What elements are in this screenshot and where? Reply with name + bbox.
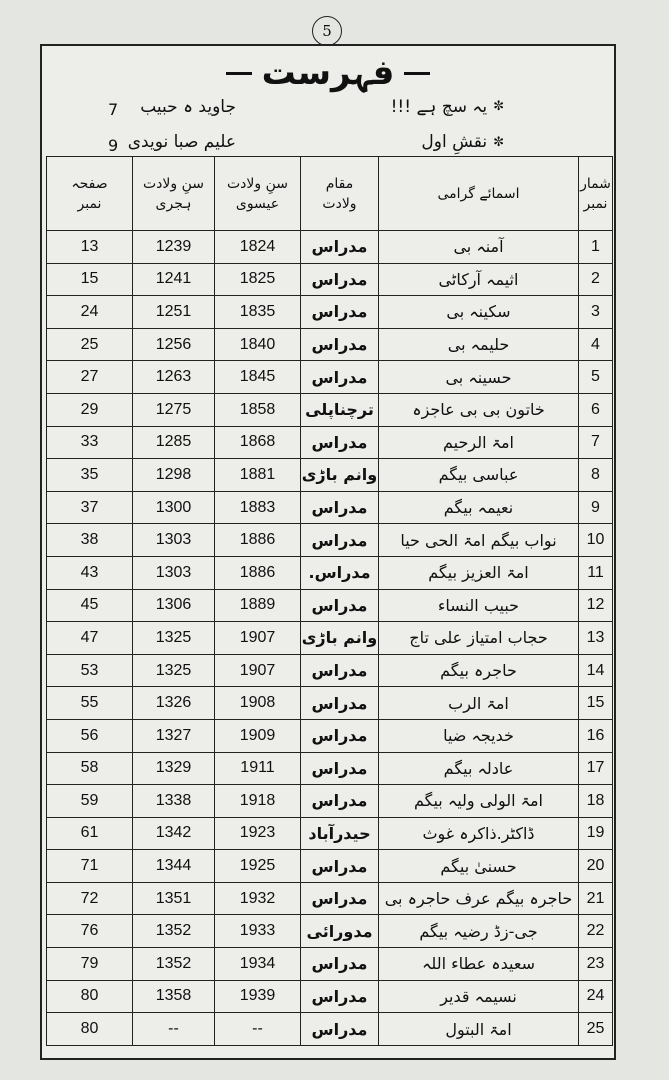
header-line: شمار (580, 175, 611, 192)
table-row (47, 719, 613, 752)
table-row (47, 491, 613, 524)
row-gregorian-year: 1907 (215, 654, 301, 687)
row-hijri-year: 1358 (133, 980, 215, 1013)
table-row (47, 361, 613, 394)
row-gregorian-year: 1918 (215, 785, 301, 818)
row-gregorian-year: 1845 (215, 361, 301, 394)
table-row (47, 328, 613, 361)
row-gregorian-year: 1858 (215, 393, 301, 426)
row-birthplace: مدراس (301, 850, 379, 883)
table-row (47, 1013, 613, 1046)
row-page-number: 29 (47, 393, 133, 426)
row-gregorian-year: 1883 (215, 491, 301, 524)
row-name: امۃ الولی ولیہ بیگم (379, 785, 579, 818)
row-page-number: 59 (47, 785, 133, 818)
intro-entry-author: علیم صبا نویدی (127, 132, 236, 152)
contents-title-text: فہرست (252, 53, 405, 93)
row-hijri-year: 1239 (133, 231, 215, 264)
row-birthplace: مدراس (301, 263, 379, 296)
row-name: جی-زڈ رضیہ بیگم (379, 915, 579, 948)
row-birthplace: وانم باڑی (301, 459, 379, 492)
row-gregorian-year: 1933 (215, 915, 301, 948)
table-row (47, 296, 613, 329)
row-name: امۃ العزیز بیگم (379, 556, 579, 589)
row-index: 8 (579, 459, 613, 492)
row-hijri-year: 1275 (133, 393, 215, 426)
intro-entry-1 (391, 96, 504, 117)
header-line: عیسوی (235, 195, 280, 212)
row-name: خاتون بی بی عاجزہ (379, 393, 579, 426)
row-hijri-year: 1300 (133, 491, 215, 524)
row-gregorian-year: 1908 (215, 687, 301, 720)
row-birthplace: مدراس (301, 589, 379, 622)
row-name: حسنیٰ بیگم (379, 850, 579, 883)
row-gregorian-year: 1909 (215, 719, 301, 752)
row-name: حاجرہ بیگم (379, 654, 579, 687)
row-index: 7 (579, 426, 613, 459)
row-hijri-year: 1329 (133, 752, 215, 785)
table-row (47, 882, 613, 915)
row-birthplace: مدراس (301, 361, 379, 394)
row-gregorian-year: 1923 (215, 817, 301, 850)
row-gregorian-year: 1907 (215, 622, 301, 655)
row-index: 13 (579, 622, 613, 655)
row-birthplace: مدراس (301, 296, 379, 329)
row-name: سکینہ بی (379, 296, 579, 329)
row-name: آمنہ بی (379, 231, 579, 264)
row-birthplace: مدراس. (301, 556, 379, 589)
table-row (47, 980, 613, 1013)
row-hijri-year: 1251 (133, 296, 215, 329)
header-line: ولادت (322, 195, 357, 212)
row-hijri-year: 1344 (133, 850, 215, 883)
row-hijri-year: 1326 (133, 687, 215, 720)
row-birthplace: مدراس (301, 426, 379, 459)
row-page-number: 38 (47, 524, 133, 557)
header-gregorian (215, 157, 301, 231)
row-name: اثیمہ آرکاٹی (379, 263, 579, 296)
row-name: نعیمہ بیگم (379, 491, 579, 524)
table-row (47, 459, 613, 492)
row-index: 1 (579, 231, 613, 264)
intro-entry-author-2 (128, 132, 236, 152)
header-line: صفحہ (71, 175, 108, 192)
row-page-number: 53 (47, 654, 133, 687)
row-hijri-year: 1352 (133, 915, 215, 948)
row-name: حلیمہ بی (379, 328, 579, 361)
row-page-number: 47 (47, 622, 133, 655)
row-hijri-year: 1325 (133, 622, 215, 655)
row-birthplace: حیدرآباد (301, 817, 379, 850)
row-hijri-year: 1298 (133, 459, 215, 492)
row-page-number: 56 (47, 719, 133, 752)
row-gregorian-year: 1835 (215, 296, 301, 329)
intro-entry-author: جاوید ہ حبیب (140, 97, 236, 117)
row-gregorian-year: 1824 (215, 231, 301, 264)
row-name: امۃ البتول (379, 1013, 579, 1046)
row-birthplace: مدراس (301, 491, 379, 524)
row-hijri-year: 1256 (133, 328, 215, 361)
row-page-number: 37 (47, 491, 133, 524)
table-row (47, 622, 613, 655)
row-index: 10 (579, 524, 613, 557)
row-page-number: 72 (47, 882, 133, 915)
row-gregorian-year: 1934 (215, 948, 301, 981)
row-index: 16 (579, 719, 613, 752)
intro-entry-title: نقشِ اول (421, 132, 488, 152)
page-number: 5 (312, 16, 342, 46)
row-birthplace: مدراس (301, 1013, 379, 1046)
row-index: 5 (579, 361, 613, 394)
intro-entry-title: یہ سچ ہے !!! (390, 97, 488, 117)
row-hijri-year: -- (133, 1013, 215, 1046)
row-birthplace: مدراس (301, 882, 379, 915)
row-birthplace: مدراس (301, 524, 379, 557)
contents-title (42, 52, 614, 93)
intro-entry-page: 7 (108, 100, 119, 119)
header-line: نمبر (77, 195, 102, 212)
row-index: 14 (579, 654, 613, 687)
row-index: 9 (579, 491, 613, 524)
row-name: حسینہ بی (379, 361, 579, 394)
row-index: 21 (579, 882, 613, 915)
intro-entry-page: 9 (108, 136, 119, 155)
row-gregorian-year: 1881 (215, 459, 301, 492)
header-line: نمبر (583, 195, 608, 212)
row-index: 17 (579, 752, 613, 785)
row-hijri-year: 1325 (133, 654, 215, 687)
row-index: 23 (579, 948, 613, 981)
row-page-number: 25 (47, 328, 133, 361)
row-index: 20 (579, 850, 613, 883)
row-birthplace: مدراس (301, 328, 379, 361)
table-row (47, 785, 613, 818)
bullet-icon: ✼ (493, 134, 504, 150)
contents-table (46, 156, 613, 1046)
row-index: 4 (579, 328, 613, 361)
row-name: امۃ الرحیم (379, 426, 579, 459)
table-row (47, 654, 613, 687)
row-birthplace: مدورائی (301, 915, 379, 948)
row-birthplace: ترچناپلی (301, 393, 379, 426)
row-gregorian-year: 1925 (215, 850, 301, 883)
row-index: 22 (579, 915, 613, 948)
row-index: 19 (579, 817, 613, 850)
row-name: نسیمہ قدیر (379, 980, 579, 1013)
row-page-number: 35 (47, 459, 133, 492)
header-line: اسمائے گرامی (437, 185, 520, 202)
table-row (47, 231, 613, 264)
row-page-number: 58 (47, 752, 133, 785)
row-page-number: 43 (47, 556, 133, 589)
row-index: 6 (579, 393, 613, 426)
row-page-number: 79 (47, 948, 133, 981)
row-index: 12 (579, 589, 613, 622)
row-name: نواب بیگم امۃ الحی حیا (379, 524, 579, 557)
row-page-number: 71 (47, 850, 133, 883)
header-name (379, 157, 579, 231)
table-row (47, 817, 613, 850)
row-index: 24 (579, 980, 613, 1013)
header-line: مقام (325, 175, 354, 192)
row-name: خدیجہ ضیا (379, 719, 579, 752)
row-page-number: 45 (47, 589, 133, 622)
table-row (47, 850, 613, 883)
row-hijri-year: 1351 (133, 882, 215, 915)
row-gregorian-year: 1939 (215, 980, 301, 1013)
table-row (47, 589, 613, 622)
row-name: حاجرہ بیگم عرف حاجرہ بی (379, 882, 579, 915)
row-birthplace: مدراس (301, 231, 379, 264)
row-hijri-year: 1285 (133, 426, 215, 459)
table-row (47, 752, 613, 785)
row-hijri-year: 1327 (133, 719, 215, 752)
header-line: سنِ ولادت (227, 175, 288, 192)
row-hijri-year: 1303 (133, 524, 215, 557)
table-row (47, 426, 613, 459)
row-index: 25 (579, 1013, 613, 1046)
row-page-number: 13 (47, 231, 133, 264)
row-gregorian-year: 1911 (215, 752, 301, 785)
row-hijri-year: 1263 (133, 361, 215, 394)
row-hijri-year: 1241 (133, 263, 215, 296)
row-name: حجاب امتیاز علی تاج (379, 622, 579, 655)
row-gregorian-year: 1889 (215, 589, 301, 622)
row-hijri-year: 1338 (133, 785, 215, 818)
row-page-number: 76 (47, 915, 133, 948)
row-page-number: 55 (47, 687, 133, 720)
header-page (47, 157, 133, 231)
table-row (47, 263, 613, 296)
row-page-number: 61 (47, 817, 133, 850)
bullet-icon: ✼ (493, 99, 504, 114)
header-place (301, 157, 379, 231)
row-birthplace: مدراس (301, 654, 379, 687)
row-gregorian-year: 1840 (215, 328, 301, 361)
row-hijri-year: 1342 (133, 817, 215, 850)
row-page-number: 33 (47, 426, 133, 459)
row-name: عباسی بیگم (379, 459, 579, 492)
row-birthplace: مدراس (301, 687, 379, 720)
row-gregorian-year: -- (215, 1013, 301, 1046)
table-header-row (47, 157, 613, 231)
row-page-number: 15 (47, 263, 133, 296)
table-row (47, 687, 613, 720)
table-row (47, 524, 613, 557)
row-name: ڈاکٹر.ذاکرہ غوث (379, 817, 579, 850)
row-name: حبیب النساء (379, 589, 579, 622)
row-birthplace: مدراس (301, 948, 379, 981)
row-page-number: 80 (47, 980, 133, 1013)
row-name: عادلہ بیگم (379, 752, 579, 785)
row-page-number: 80 (47, 1013, 133, 1046)
row-index: 2 (579, 263, 613, 296)
row-index: 3 (579, 296, 613, 329)
header-line: سنِ ولادت (143, 175, 204, 192)
row-index: 11 (579, 556, 613, 589)
row-birthplace: مدراس (301, 980, 379, 1013)
row-hijri-year: 1352 (133, 948, 215, 981)
intro-entry-author-1 (140, 96, 236, 117)
row-birthplace: مدراس (301, 719, 379, 752)
row-page-number: 27 (47, 361, 133, 394)
intro-entry-2 (421, 132, 504, 152)
row-name: سعیدہ عطاء اللہ (379, 948, 579, 981)
row-page-number: 24 (47, 296, 133, 329)
row-birthplace: مدراس (301, 785, 379, 818)
table-row (47, 556, 613, 589)
table-row (47, 915, 613, 948)
row-index: 15 (579, 687, 613, 720)
row-gregorian-year: 1932 (215, 882, 301, 915)
row-hijri-year: 1306 (133, 589, 215, 622)
row-gregorian-year: 1886 (215, 556, 301, 589)
row-name: امۃ الرب (379, 687, 579, 720)
row-gregorian-year: 1868 (215, 426, 301, 459)
table-row (47, 393, 613, 426)
row-gregorian-year: 1825 (215, 263, 301, 296)
row-birthplace: مدراس (301, 752, 379, 785)
row-hijri-year: 1303 (133, 556, 215, 589)
header-hijri (133, 157, 215, 231)
row-birthplace: وانم باڑی (301, 622, 379, 655)
contents-frame (40, 44, 616, 1060)
table-row (47, 948, 613, 981)
header-index (579, 157, 613, 231)
header-line: ہجری (155, 195, 192, 212)
row-index: 18 (579, 785, 613, 818)
row-gregorian-year: 1886 (215, 524, 301, 557)
